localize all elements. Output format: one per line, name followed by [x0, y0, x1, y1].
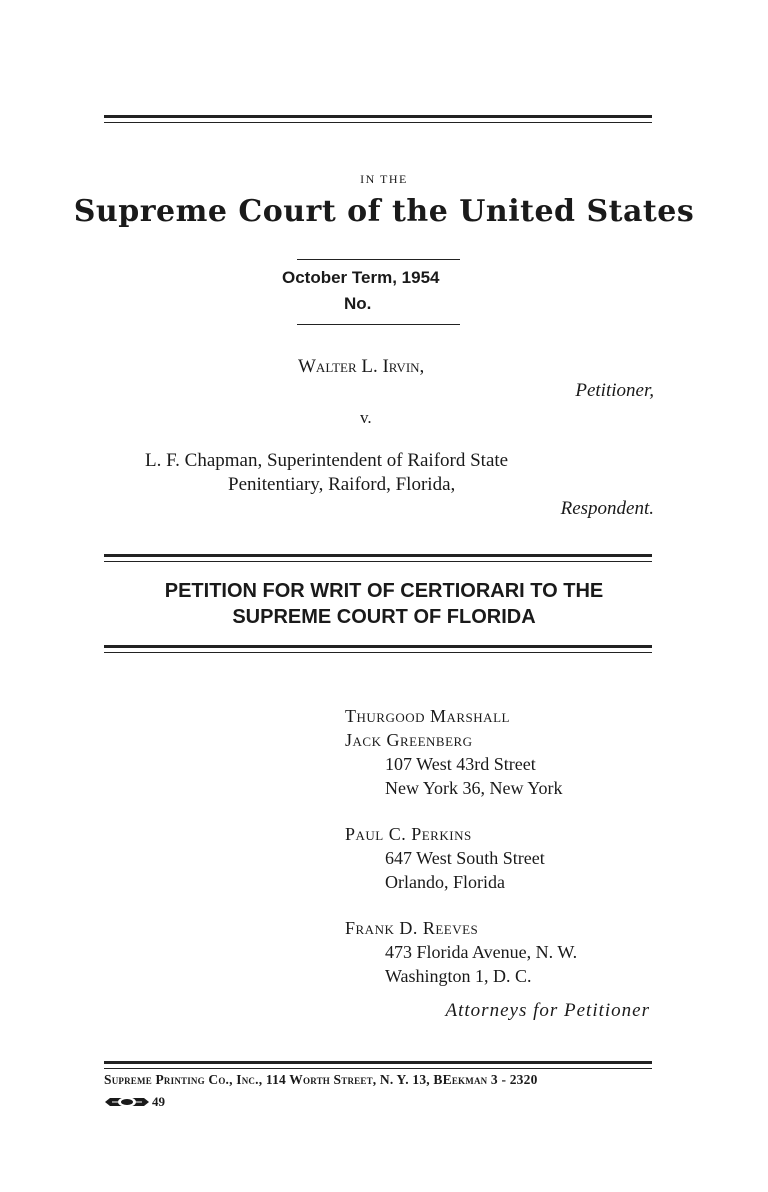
- term-bottom-rule: [297, 324, 460, 325]
- attorney-name: Frank D. Reeves: [345, 918, 479, 938]
- court-title: Supreme Court of the United States: [73, 194, 695, 229]
- attorney-name: Paul C. Perkins: [345, 824, 472, 844]
- attorney-address: 647 West South Street: [385, 848, 545, 868]
- in-the-label: IN THE: [360, 172, 408, 186]
- petition-title: [0, 578, 768, 630]
- attorney-address: 473 Florida Avenue, N. W.: [385, 942, 578, 962]
- petitioner-name: Walter L. Irvin,: [298, 356, 425, 377]
- attorney-address: 107 West 43rd Street: [385, 754, 536, 774]
- attorney-name: Jack Greenberg: [345, 730, 473, 750]
- case-number-label: No.: [344, 294, 372, 313]
- union-bug-icon: [104, 1095, 150, 1109]
- petition-title-line-1: PETITION FOR WRIT OF CERTIORARI TO THE: [164, 580, 604, 602]
- attorney-address: Orlando, Florida: [385, 872, 505, 892]
- petition-top-rule: [104, 554, 652, 562]
- attorneys-block: [345, 704, 577, 988]
- respondent-line-2: Penitentiary, Raiford, Florida,: [228, 474, 456, 495]
- attorney-address: Washington 1, D. C.: [385, 966, 532, 986]
- footer-double-rule: [104, 1061, 652, 1069]
- printer-imprint: Supreme Printing Co., Inc., 114 Worth Street, N. Y. 13, BEekman 3 - 2320: [104, 1072, 538, 1087]
- petition-bottom-rule: [104, 645, 652, 653]
- petition-title-line-2: SUPREME COURT OF FLORIDA: [232, 606, 536, 628]
- attorney-address: New York 36, New York: [385, 778, 563, 798]
- attorney-name: Thurgood Marshall: [345, 706, 510, 726]
- term-top-rule: [297, 259, 460, 260]
- respondent-role: Respondent.: [560, 498, 654, 519]
- top-double-rule: [104, 115, 652, 123]
- respondent-line-1: L. F. Chapman, Superintendent of Raiford State: [145, 450, 509, 471]
- versus-label: v.: [360, 408, 372, 427]
- term-label: October Term, 1954: [282, 268, 440, 287]
- petitioner-role: Petitioner,: [575, 380, 654, 401]
- union-number: 49: [152, 1094, 165, 1109]
- attorneys-for-petitioner: Attorneys for Petitioner: [445, 1000, 650, 1021]
- union-label: [104, 1094, 165, 1110]
